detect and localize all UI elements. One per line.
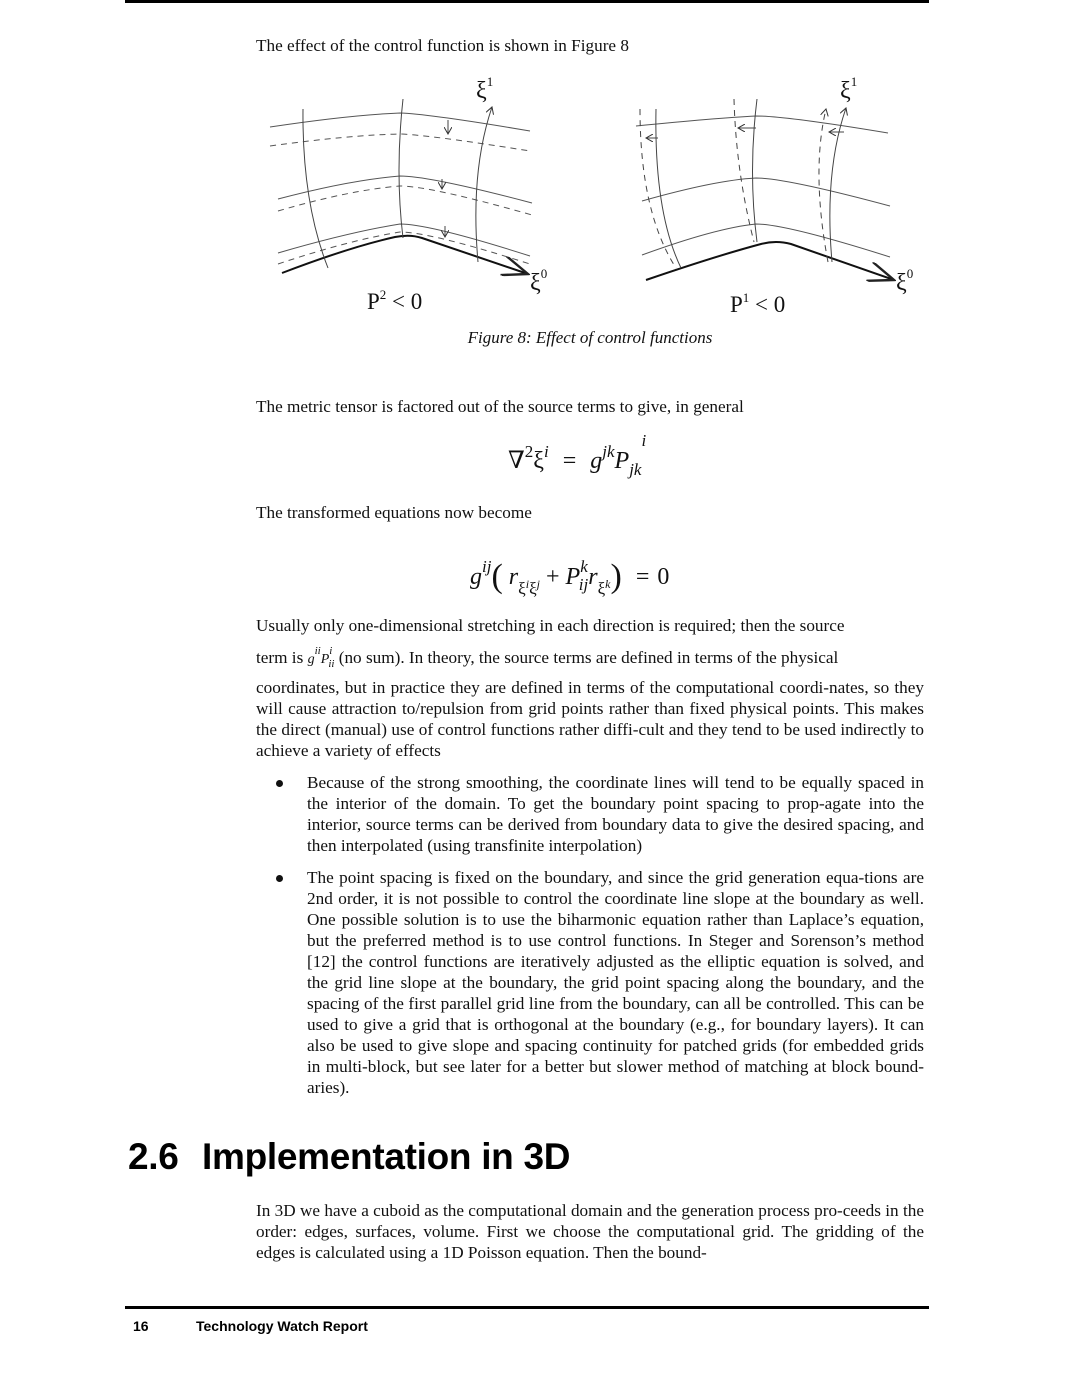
- figure-8: [260, 72, 930, 322]
- bullet-icon: [276, 875, 283, 882]
- right-grid-line-1: [636, 116, 888, 133]
- right-boundary-curve: [646, 242, 894, 280]
- section-heading: [128, 1136, 570, 1178]
- usually-paragraph-rest: coordinates, but in practice they are defined in terms of the computational coordi-nates, so they will cause attraction to/repulsion from grid points rather than fixed physical points. This makes the direct (manual) use of control functions rather diffi-cult and they tend to be used indirectly to achieve a variety of effects: [256, 678, 924, 760]
- header-rule: [125, 0, 929, 3]
- equation-2: $g^{ij}$( $r_{\xi^i\xi^j} + P^k_{ij}r_{\xi^k}) = 0$: [470, 557, 670, 598]
- right-xi0-label: $\xi^0$: [896, 266, 914, 296]
- figure-8-diagram: [260, 72, 930, 322]
- left-condition-label: $P^2 < 0$: [367, 287, 423, 314]
- left-vertical-line-3: [476, 107, 492, 262]
- left-dashed-line-2: [278, 186, 532, 215]
- right-condition-label: $P^1 < 0$: [730, 290, 786, 317]
- usually-paragraph-line2: term is $g^{ii}P^i_{ii}$ (no sum). In theory, the source terms are defined in terms of the physical: [256, 645, 839, 670]
- right-grid-line-2: [642, 178, 890, 206]
- right-vertical-line-1: [656, 109, 681, 268]
- right-grid-line-3: [642, 224, 890, 257]
- bullet-text: The point spacing is fixed on the boundary, and since the grid generation equa-tions are 2nd order, it is not possible to control the coordinate line slope at the boundary as well. One possible solution is to use the biharmonic equation rather than Laplace’s equation, but the preferred method is to use control functions. In Steger and Sorenson’s method [12] the control functions are iteratively adjusted as the elliptic equation is solved, and the grid line slope at the boundary, the grid point spacing along the boundary, and the spacing of the first parallel grid line from the boundary, can all be controlled. This can be used to give a grid that is orthogonal at the boundary (e.g., for boundary layers). It can also be used to give slope and spacing continuity for patched grids (for embedded grids in multi-block, but see later for a better but slower method of matching at block bound-aries).: [307, 868, 924, 1097]
- right-panel: [636, 99, 894, 280]
- left-xi0-label: $\xi^0$: [530, 266, 548, 296]
- figure-caption: Figure 8: Effect of control functions: [467, 328, 713, 347]
- section-number: 2.6: [128, 1136, 179, 1177]
- equation-1: $\nabla^2\xi^i = g^{jk}P_{jk}^i$: [508, 431, 647, 479]
- metric-tensor-paragraph: The metric tensor is factored out of the source terms to give, in general: [256, 397, 744, 416]
- right-dashed-vertical-1: [640, 109, 676, 268]
- implementation-3d-paragraph: In 3D we have a cuboid as the computational domain and the generation process pro-ceeds in the order: edges, surfaces, volume. First we choose the computational grid. The gridding of the edges is calculated using a 1D Poisson equation. Then the bound-: [256, 1201, 924, 1262]
- left-xi1-label: $\xi^1$: [476, 74, 494, 104]
- right-vertical-line-3: [830, 108, 846, 262]
- footer-rule: [125, 1306, 929, 1309]
- section-title: Implementation in 3D: [202, 1136, 571, 1177]
- right-vertical-line-2: [753, 99, 758, 242]
- bullet-text: Because of the strong smoothing, the coordinate lines will tend to be equally spaced in the interior of the domain. To get the boundary point spacing to prop-agate into the interior, source terms can be derived from boundary data to give the desired spacing, and then interpolated (using transfinite interpolation): [307, 773, 924, 855]
- intro-paragraph: The effect of the control function is shown in Figure 8: [256, 36, 629, 55]
- right-dashed-vertical-2: [734, 99, 754, 242]
- bullet-icon: [276, 780, 283, 787]
- left-vertical-line-2: [399, 99, 403, 238]
- report-title: Technology Watch Report: [196, 1318, 368, 1334]
- usually-paragraph-line1: Usually only one-dimensional stretching in each direction is required; then the source: [256, 616, 845, 635]
- left-grid-line-2: [278, 176, 532, 203]
- right-xi1-label: $\xi^1$: [840, 74, 858, 104]
- left-vertical-line-1: [303, 109, 328, 268]
- right-dashed-vertical-3: [819, 109, 828, 262]
- transformed-equations-paragraph: The transformed equations now become: [256, 503, 532, 522]
- page-number: 16: [133, 1318, 149, 1334]
- left-panel: [270, 99, 532, 274]
